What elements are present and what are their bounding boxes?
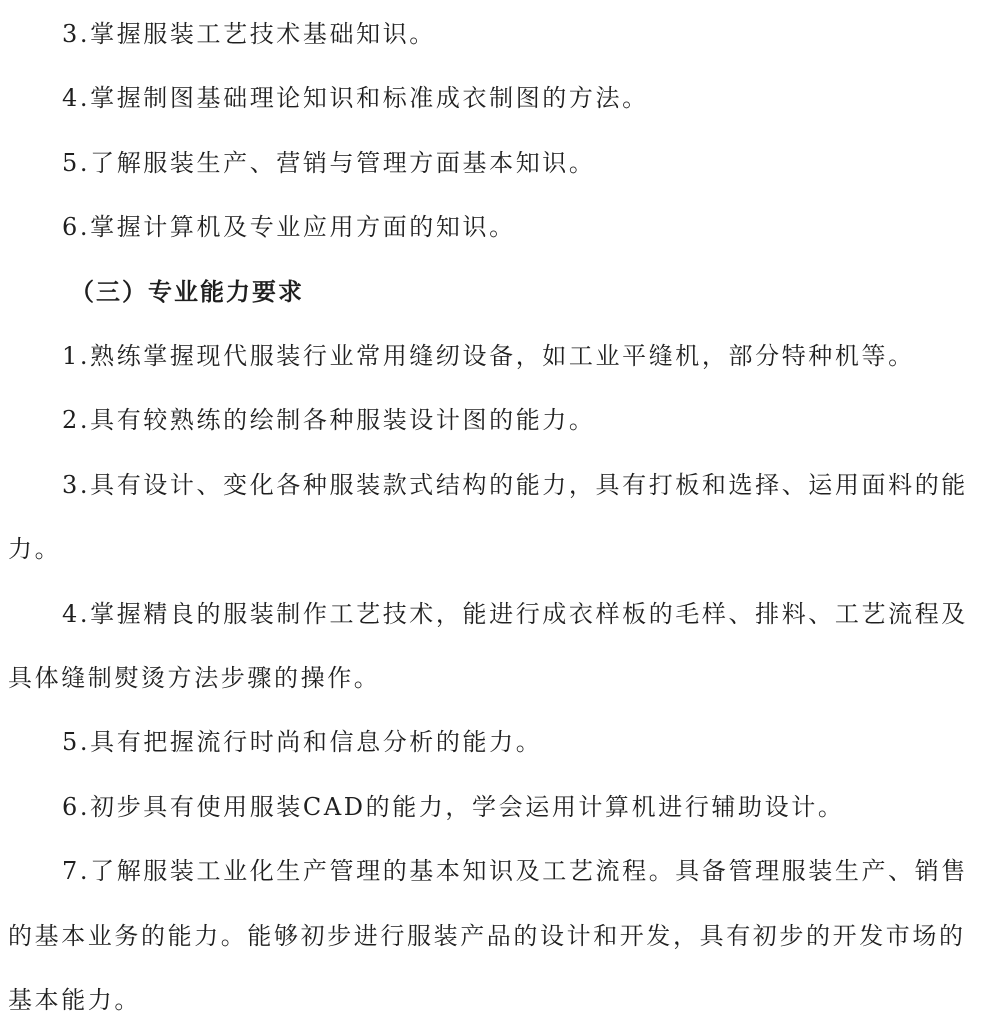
- ability-item-3: 3.具有设计、变化各种服装款式结构的能力，具有打板和选择、运用面料的能力。: [8, 470, 968, 564]
- ability-item-7: 7.了解服装工业化生产管理的基本知识及工艺流程。具备管理服装生产、销售的基本业务的能力。能够初步进行服装产品的设计和开发，具有初步的开发市场的基本能力。: [8, 857, 968, 1015]
- ability-item-2: 2.具有较熟练的绘制各种服装设计图的能力。: [62, 406, 596, 435]
- ability-item-4: 4.掌握精良的服装制作工艺技术，能进行成衣样板的毛样、排料、工艺流程及具体缝制熨烫方法步骤的操作。: [8, 599, 968, 693]
- knowledge-item-4: 4.掌握制图基础理论知识和标准成衣制图的方法。: [62, 84, 649, 113]
- knowledge-item-6: 6.掌握计算机及专业应用方面的知识。: [62, 213, 516, 242]
- ability-item-6: 6.初步具有使用服装CAD的能力，学会运用计算机进行辅助设计。: [62, 792, 845, 821]
- ability-item-5: 5.具有把握流行时尚和信息分析的能力。: [62, 728, 543, 757]
- knowledge-item-3: 3.掌握服装工艺技术基础知识。: [62, 20, 436, 48]
- ability-item-1: 1.熟练掌握现代服装行业常用缝纫设备，如工业平缝机，部分特种机等。: [62, 342, 915, 371]
- section-heading-professional-ability: （三）专业能力要求: [70, 277, 304, 306]
- knowledge-item-5: 5.了解服装生产、营销与管理方面基本知识。: [62, 148, 596, 177]
